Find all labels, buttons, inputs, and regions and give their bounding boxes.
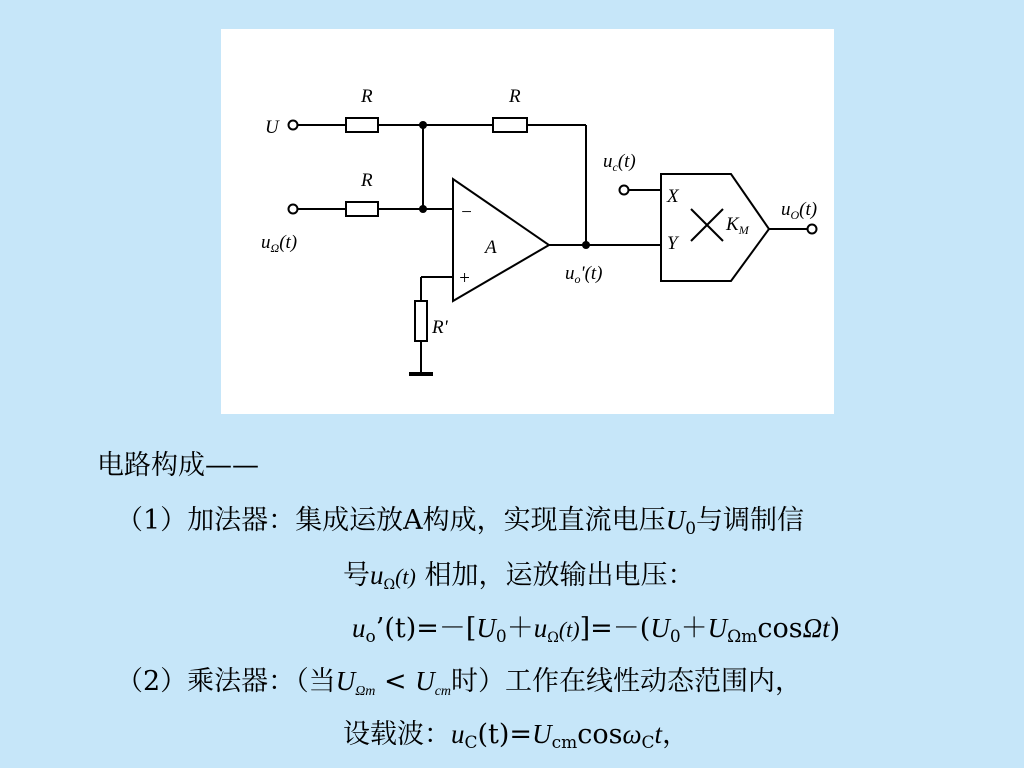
label-mult-y: Y	[667, 233, 678, 254]
label-uo: $u_O(t)$	[781, 199, 818, 222]
label-mult-k: $K_M$	[726, 214, 749, 237]
resistor-r2	[493, 118, 527, 132]
item2-line1: （2）乘法器：（当$U_{\Omega m} < U_{cm}$时）工作在线性动态范围内，	[116, 666, 803, 699]
label-opamp: A	[485, 237, 497, 258]
item1-label: （1）加法器：	[116, 505, 296, 536]
u-omega-input-terminal	[289, 205, 298, 214]
junction-dot-output	[582, 241, 590, 249]
item1-text-a: 集成运放A构成，实现直流电压	[295, 505, 666, 536]
label-r-prime: R'	[432, 317, 448, 338]
junction-dot-mid	[419, 205, 427, 213]
label-u-input: U	[265, 117, 279, 138]
heading-circuit-composition: 电路构成——	[97, 450, 259, 481]
item1-line1: （1）加法器：集成运放A构成，实现直流电压$U_0$与调制信	[116, 505, 805, 539]
output-terminal	[808, 225, 817, 234]
item2-label: （2）乘法器：	[116, 666, 296, 697]
circuit-diagram	[221, 29, 834, 414]
label-u-omega: $u_\Omega(t)$	[261, 232, 298, 255]
u-input-terminal	[289, 121, 298, 130]
label-minus: −	[460, 202, 473, 223]
carrier-input-terminal	[620, 186, 629, 195]
label-r1: R	[361, 86, 373, 107]
label-uo-prime: $u_o'(t)$	[565, 263, 603, 286]
label-plus: +	[458, 268, 471, 289]
label-uc: $u_c(t)$	[603, 151, 636, 174]
label-r3: R	[361, 170, 373, 191]
circuit-svg	[221, 29, 834, 414]
label-mult-x: X	[667, 186, 679, 207]
label-r2: R	[509, 86, 521, 107]
resistor-r1	[346, 118, 378, 132]
item1-line2: 号$u_\Omega(t)$ 相加，运放输出电压：	[343, 560, 695, 593]
carrier-equation: 设载波：$u_C(t)=U_{cm}\cos\omega_Ct$，	[343, 719, 690, 753]
adder-output-equation: $u_o’(t)=-[U_0+u_\Omega(t)]=-(U_0+U_{\Omega m}\cos\Omega t)$	[352, 613, 841, 647]
resistor-r3	[346, 202, 378, 216]
junction-dot-top	[419, 121, 427, 129]
resistor-r-prime	[415, 301, 427, 341]
